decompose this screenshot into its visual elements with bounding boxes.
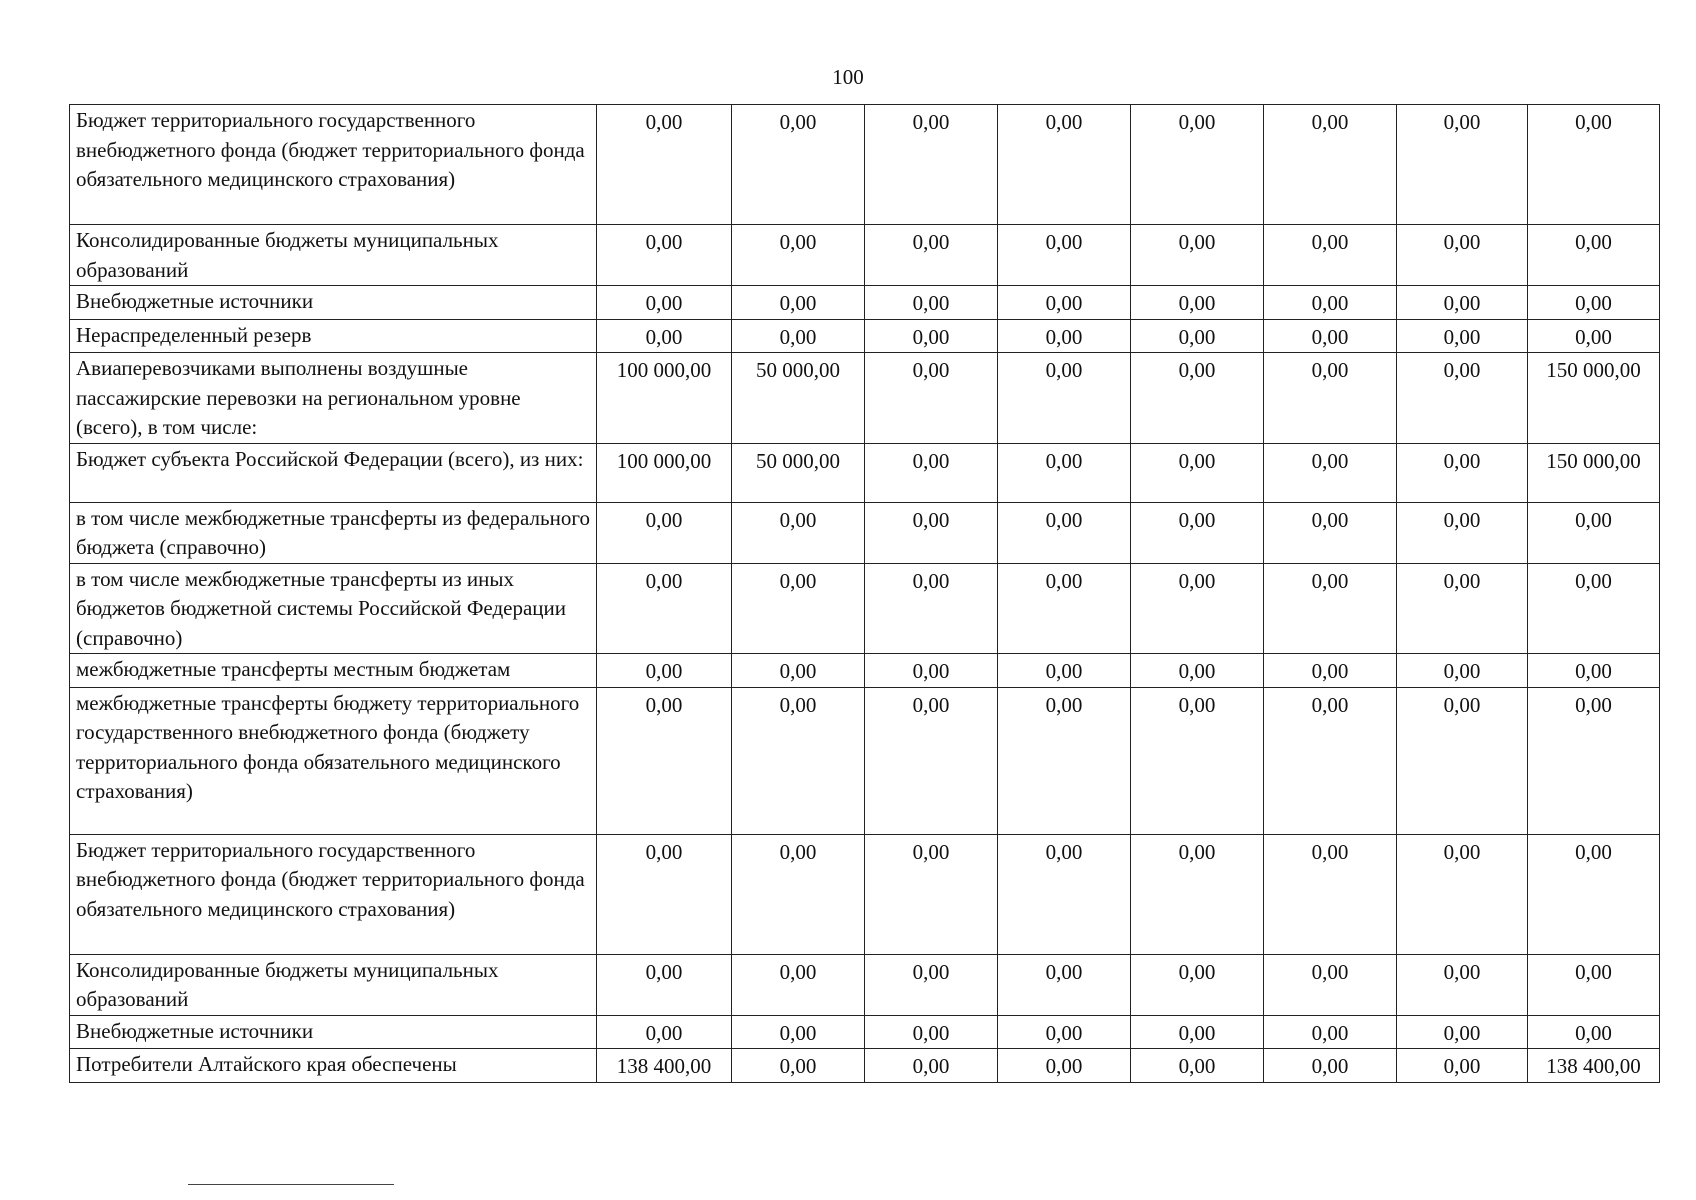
row-value: 0,00: [1397, 502, 1528, 563]
row-value: 0,00: [1264, 502, 1397, 563]
row-value: 0,00: [1528, 286, 1660, 320]
row-value: 0,00: [732, 1015, 865, 1049]
row-value: 0,00: [1131, 319, 1264, 353]
row-value: 0,00: [1528, 105, 1660, 225]
row-label: Консолидированные бюджеты муниципальных образований: [70, 954, 597, 1015]
table-row: [70, 563, 1660, 654]
row-value: 0,00: [865, 654, 998, 688]
row-value: 0,00: [998, 319, 1131, 353]
row-value: 0,00: [1264, 105, 1397, 225]
row-label: Бюджет территориального государственного внебюджетного фонда (бюджет территориального фонда обязательного медицинского страхования): [70, 105, 597, 225]
table-row: [70, 1049, 1660, 1083]
row-value: 0,00: [1528, 954, 1660, 1015]
row-label: Консолидированные бюджеты муниципальных образований: [70, 225, 597, 286]
row-value: 0,00: [1131, 443, 1264, 502]
row-value: 0,00: [597, 563, 732, 654]
row-value: 0,00: [1264, 319, 1397, 353]
row-value: 150 000,00: [1528, 443, 1660, 502]
row-value: 0,00: [1264, 654, 1397, 688]
table-row: [70, 954, 1660, 1015]
row-value: 0,00: [865, 1049, 998, 1083]
row-value: 138 400,00: [597, 1049, 732, 1083]
row-label: Внебюджетные источники: [70, 1015, 597, 1049]
row-value: 0,00: [1264, 1015, 1397, 1049]
row-label: межбюджетные трансферты бюджету территориального государственного внебюджетного фонда (бюджету территориального фонда обязательного медицинского страхования): [70, 687, 597, 834]
row-value: 0,00: [1264, 353, 1397, 444]
row-value: 0,00: [1397, 563, 1528, 654]
row-value: 0,00: [865, 687, 998, 834]
row-value: 0,00: [1397, 654, 1528, 688]
row-value: 0,00: [1131, 654, 1264, 688]
row-value: 0,00: [732, 286, 865, 320]
row-value: 0,00: [1528, 563, 1660, 654]
row-value: 0,00: [1131, 1015, 1264, 1049]
row-label: в том числе межбюджетные трансферты из иных бюджетов бюджетной системы Российской Федерации (справочно): [70, 563, 597, 654]
row-value: 0,00: [998, 502, 1131, 563]
row-value: 0,00: [732, 687, 865, 834]
footnote-rule: [188, 1184, 394, 1185]
row-value: 0,00: [1131, 286, 1264, 320]
row-value: 0,00: [865, 443, 998, 502]
row-label: в том числе межбюджетные трансферты из федерального бюджета (справочно): [70, 502, 597, 563]
row-value: 0,00: [597, 286, 732, 320]
row-value: 0,00: [865, 1015, 998, 1049]
table-row: [70, 286, 1660, 320]
row-value: 0,00: [865, 353, 998, 444]
budget-table: [69, 104, 1660, 1083]
row-value: 0,00: [998, 225, 1131, 286]
row-value: 0,00: [732, 654, 865, 688]
row-value: 0,00: [1528, 834, 1660, 954]
row-value: 0,00: [597, 502, 732, 563]
table-row: [70, 443, 1660, 502]
row-value: 0,00: [1528, 502, 1660, 563]
row-value: 0,00: [1131, 834, 1264, 954]
table-row: [70, 502, 1660, 563]
row-value: 0,00: [597, 105, 732, 225]
row-value: 0,00: [1528, 687, 1660, 834]
row-value: 0,00: [1528, 654, 1660, 688]
row-value: 0,00: [998, 353, 1131, 444]
row-label: Авиаперевозчиками выполнены воздушные пассажирские перевозки на региональном уровне (всего), в том числе:: [70, 353, 597, 444]
row-value: 0,00: [865, 286, 998, 320]
row-value: 0,00: [1264, 954, 1397, 1015]
row-value: 50 000,00: [732, 443, 865, 502]
row-value: 0,00: [597, 654, 732, 688]
table-row: [70, 1015, 1660, 1049]
row-value: 0,00: [597, 225, 732, 286]
row-value: 0,00: [1397, 225, 1528, 286]
row-label: Бюджет субъекта Российской Федерации (всего), из них:: [70, 443, 597, 502]
row-value: 0,00: [1264, 1049, 1397, 1083]
row-value: 0,00: [732, 319, 865, 353]
row-value: 0,00: [1264, 834, 1397, 954]
row-value: 0,00: [1264, 687, 1397, 834]
row-value: 0,00: [732, 834, 865, 954]
row-label: Внебюджетные источники: [70, 286, 597, 320]
row-value: 150 000,00: [1528, 353, 1660, 444]
row-value: 0,00: [1264, 563, 1397, 654]
row-value: 0,00: [1397, 353, 1528, 444]
row-value: 0,00: [865, 954, 998, 1015]
row-value: 0,00: [998, 1015, 1131, 1049]
row-value: 0,00: [865, 319, 998, 353]
table-body: [70, 105, 1660, 1083]
row-value: 0,00: [732, 105, 865, 225]
row-value: 0,00: [1131, 105, 1264, 225]
row-value: 0,00: [597, 1015, 732, 1049]
row-value: 100 000,00: [597, 443, 732, 502]
row-value: 0,00: [1397, 286, 1528, 320]
table-row: [70, 225, 1660, 286]
table-row: [70, 105, 1660, 225]
row-value: 0,00: [1528, 225, 1660, 286]
row-value: 0,00: [1131, 687, 1264, 834]
row-value: 0,00: [865, 105, 998, 225]
row-value: 0,00: [1397, 687, 1528, 834]
row-value: 0,00: [998, 954, 1131, 1015]
row-value: 0,00: [732, 1049, 865, 1083]
row-value: 0,00: [1528, 319, 1660, 353]
row-value: 0,00: [1264, 225, 1397, 286]
row-value: 0,00: [597, 834, 732, 954]
row-value: 0,00: [1397, 1015, 1528, 1049]
table-row: [70, 834, 1660, 954]
row-value: 0,00: [1264, 443, 1397, 502]
row-value: 0,00: [865, 225, 998, 286]
row-value: 0,00: [1528, 1015, 1660, 1049]
row-value: 0,00: [597, 954, 732, 1015]
row-value: 0,00: [1131, 563, 1264, 654]
row-label: межбюджетные трансферты местным бюджетам: [70, 654, 597, 688]
row-label: Потребители Алтайского края обеспечены: [70, 1049, 597, 1083]
row-value: 0,00: [597, 687, 732, 834]
row-value: 0,00: [1131, 1049, 1264, 1083]
row-label: Бюджет территориального государственного внебюджетного фонда (бюджет территориального фонда обязательного медицинского страхования): [70, 834, 597, 954]
row-value: 0,00: [1264, 286, 1397, 320]
table-row: [70, 654, 1660, 688]
row-value: 50 000,00: [732, 353, 865, 444]
row-value: 0,00: [1397, 954, 1528, 1015]
row-value: 0,00: [1131, 954, 1264, 1015]
row-value: 0,00: [732, 225, 865, 286]
row-value: 0,00: [998, 563, 1131, 654]
row-value: 0,00: [998, 105, 1131, 225]
row-value: 0,00: [597, 319, 732, 353]
table-row: [70, 319, 1660, 353]
row-value: 0,00: [998, 834, 1131, 954]
row-value: 0,00: [1397, 105, 1528, 225]
row-value: 0,00: [998, 443, 1131, 502]
row-value: 0,00: [998, 1049, 1131, 1083]
row-value: 0,00: [998, 687, 1131, 834]
row-value: 0,00: [1131, 353, 1264, 444]
page-number: 100: [832, 65, 864, 89]
row-value: 0,00: [1397, 1049, 1528, 1083]
row-value: 0,00: [998, 654, 1131, 688]
row-value: 0,00: [865, 563, 998, 654]
row-value: 0,00: [732, 502, 865, 563]
row-value: 0,00: [998, 286, 1131, 320]
row-value: 0,00: [732, 954, 865, 1015]
table-row: [70, 687, 1660, 834]
row-label: Нераспределенный резерв: [70, 319, 597, 353]
row-value: 100 000,00: [597, 353, 732, 444]
row-value: 0,00: [1131, 225, 1264, 286]
row-value: 0,00: [1397, 443, 1528, 502]
table-row: [70, 353, 1660, 444]
row-value: 0,00: [1131, 502, 1264, 563]
row-value: 0,00: [1397, 319, 1528, 353]
row-value: 0,00: [865, 834, 998, 954]
row-value: 138 400,00: [1528, 1049, 1660, 1083]
row-value: 0,00: [865, 502, 998, 563]
row-value: 0,00: [1397, 834, 1528, 954]
row-value: 0,00: [732, 563, 865, 654]
